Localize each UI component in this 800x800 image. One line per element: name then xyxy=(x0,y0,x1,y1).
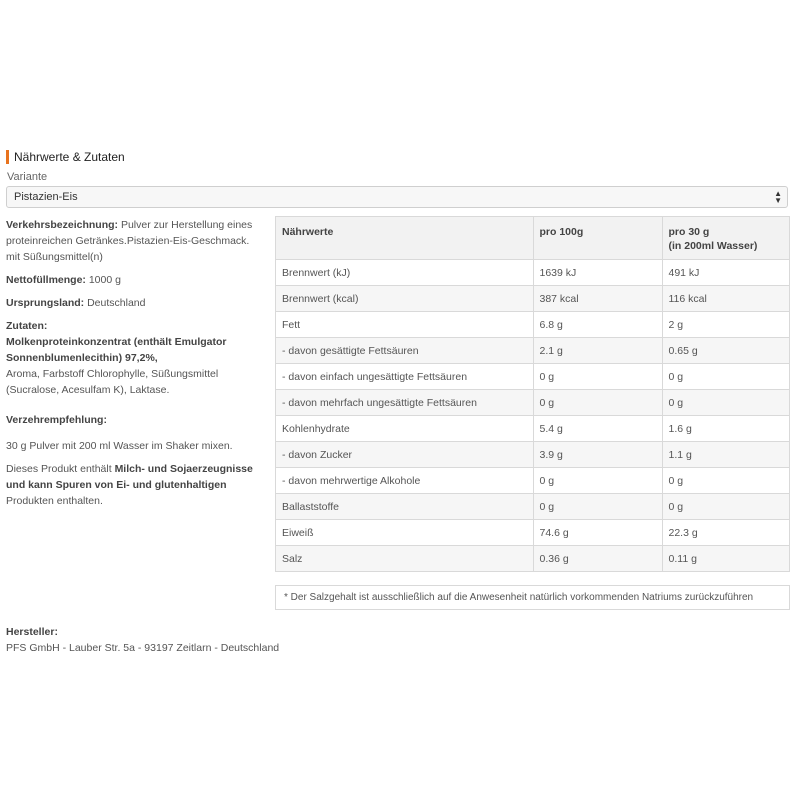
per-30g-cell: 0 g xyxy=(662,468,789,494)
nutrient-name-cell: Brennwert (kcal) xyxy=(276,286,533,312)
per-100g-cell: 6.8 g xyxy=(533,312,662,338)
header-per-100g: pro 100g xyxy=(533,217,662,260)
variant-selected-value: Pistazien-Eis xyxy=(14,191,78,203)
nutrient-name-cell: Fett xyxy=(276,312,533,338)
variant-select[interactable] xyxy=(6,186,788,208)
usage-heading: Verzehrempfehlung: xyxy=(6,414,107,426)
accent-bar xyxy=(6,150,9,164)
per-30g-cell: 22.3 g xyxy=(662,520,789,546)
per-30g-cell: 0 g xyxy=(662,390,789,416)
table-row xyxy=(276,416,789,442)
table-row xyxy=(276,442,789,468)
nutrient-name-cell: - davon gesättigte Fettsäuren xyxy=(276,338,533,364)
per-30g-cell: 116 kcal xyxy=(662,286,789,312)
per-100g-cell: 0.36 g xyxy=(533,546,662,572)
net-quantity: Nettofüllmenge: 1000 g xyxy=(6,274,121,286)
per-30g-cell: 1.6 g xyxy=(662,416,789,442)
manufacturer: Hersteller: PFS GmbH - Lauber Str. 5a - 93197 Zeitlarn - Deutschland xyxy=(6,626,280,654)
variant-label: Variante xyxy=(7,171,48,183)
per-30g-cell: 491 kJ xyxy=(662,260,789,286)
header-nutrient: Nährwerte xyxy=(276,217,533,260)
table-row xyxy=(276,390,789,416)
table-row xyxy=(276,260,789,286)
product-info xyxy=(6,217,261,516)
table-header-row xyxy=(276,217,789,260)
per-100g-cell: 387 kcal xyxy=(533,286,662,312)
per-30g-cell: 2 g xyxy=(662,312,789,338)
nutrient-name-cell: - davon Zucker xyxy=(276,442,533,468)
allergen-info: Dieses Produkt enthält Milch- und Sojaerzeugnisse und kann Spuren von Ei- und glutenhaltigen Produkten enthalten. xyxy=(6,463,253,507)
header-per-30g: pro 30 g (in 200ml Wasser) xyxy=(662,217,789,260)
per-100g-cell: 74.6 g xyxy=(533,520,662,546)
table-row xyxy=(276,286,789,312)
per-100g-cell: 0 g xyxy=(533,390,662,416)
table-row xyxy=(276,364,789,390)
section-title-text: Nährwerte & Zutaten xyxy=(14,150,125,164)
salt-footnote: * Der Salzgehalt ist ausschließlich auf die Anwesenheit natürlich vorkommenden Natriums zurückzuführen xyxy=(275,585,790,610)
usage-text: 30 g Pulver mit 200 ml Wasser im Shaker mixen. xyxy=(6,440,233,452)
per-100g-cell: 3.9 g xyxy=(533,442,662,468)
origin: Ursprungsland: Deutschland xyxy=(6,297,146,309)
nutrient-name-cell: Eiweiß xyxy=(276,520,533,546)
per-30g-cell: 0 g xyxy=(662,494,789,520)
nutrient-name-cell: Brennwert (kJ) xyxy=(276,260,533,286)
table-row xyxy=(276,494,789,520)
table-row xyxy=(276,520,789,546)
nutrient-name-cell: - davon mehrwertige Alkohole xyxy=(276,468,533,494)
table-row xyxy=(276,312,789,338)
table-row xyxy=(276,468,789,494)
per-100g-cell: 0 g xyxy=(533,468,662,494)
table-row xyxy=(276,546,789,572)
per-30g-cell: 0.11 g xyxy=(662,546,789,572)
table-row xyxy=(276,338,789,364)
nutrient-name-cell: Salz xyxy=(276,546,533,572)
nutrient-name-cell: - davon einfach ungesättigte Fettsäuren xyxy=(276,364,533,390)
per-100g-cell: 2.1 g xyxy=(533,338,662,364)
per-100g-cell: 5.4 g xyxy=(533,416,662,442)
per-100g-cell: 0 g xyxy=(533,364,662,390)
per-100g-cell: 0 g xyxy=(533,494,662,520)
nutrition-table xyxy=(275,216,790,572)
nutrient-name-cell: Kohlenhydrate xyxy=(276,416,533,442)
ingredients: Zutaten: Molkenproteinkonzentrat (enthält Emulgator Sonnenblumenlecithin) 97,2%, Aroma, Farbstoff Chlorophylle, Süßungsmittel (Sucralose, Acesulfam K), Laktase. xyxy=(6,320,227,396)
designation: Verkehrsbezeichnung: Pulver zur Herstellung eines proteinreichen Getränkes.Pistazien-Eis-Geschmack. mit Süßungsmittel(n) xyxy=(6,219,253,263)
per-30g-cell: 0 g xyxy=(662,364,789,390)
section-title xyxy=(6,149,125,165)
nutrient-name-cell: Ballaststoffe xyxy=(276,494,533,520)
nutrient-name-cell: - davon mehrfach ungesättigte Fettsäuren xyxy=(276,390,533,416)
per-30g-cell: 1.1 g xyxy=(662,442,789,468)
per-100g-cell: 1639 kJ xyxy=(533,260,662,286)
select-arrows-icon: ▲ ▼ xyxy=(774,189,782,205)
per-30g-cell: 0.65 g xyxy=(662,338,789,364)
